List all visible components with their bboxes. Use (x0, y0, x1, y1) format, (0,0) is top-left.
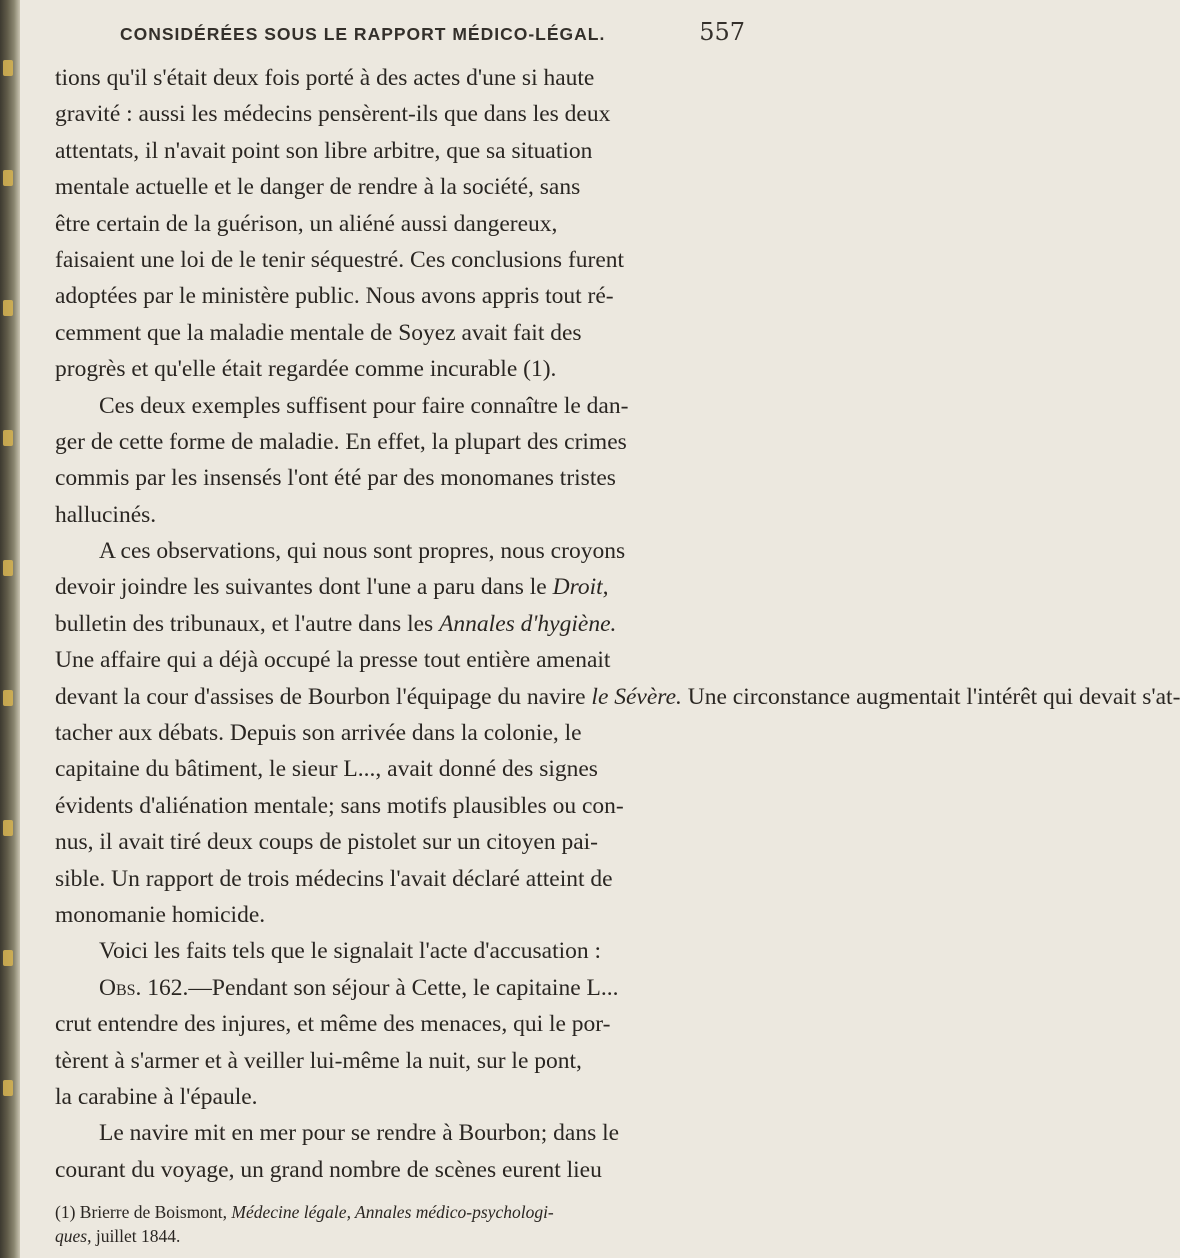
text-line: gravité : aussi les médecins pensèrent-ils que dans les deux (55, 101, 611, 128)
footnote-italic: Médecine légale, Annales médico-psychologi- (231, 1202, 554, 1223)
text-line: attentats, il n'avait point son libre arbitre, que sa situation (55, 137, 593, 164)
italic-title-droit: Droit, (552, 574, 609, 601)
spine-mark (3, 820, 13, 836)
text-line: tions qu'il s'était deux fois porté à des actes d'une si haute (55, 65, 595, 91)
text-line: capitaine du bâtiment, le sieur L..., avait donné des signes (55, 756, 598, 783)
text-segment: Une circonstance augmentait l'intérêt qui devait s'at- (681, 683, 1180, 710)
text-line: Le navire mit en mer pour se rendre à Bourbon; dans le (99, 1120, 620, 1147)
spine-mark (3, 950, 13, 966)
spine-mark (3, 300, 13, 316)
text-line: faisaient une loi de le tenir séquestré. Ces conclusions furent (55, 246, 625, 273)
text-segment: devant la cour d'assises de Bourbon l'équipage du navire (55, 683, 592, 710)
text-line (55, 606, 745, 642)
spine-mark (3, 430, 13, 446)
text-line: la carabine à l'épaule. (55, 1083, 258, 1110)
italic-title-annales: Annales d'hygiène. (439, 610, 617, 637)
text-line: Voici les faits tels que le signalait l'acte d'accusation : (99, 938, 602, 965)
footnote-line (55, 1200, 745, 1224)
text-line: être certain de la guérison, un aliéné aussi dangereux, (55, 210, 558, 237)
running-title: CONSIDÉRÉES SOUS LE RAPPORT MÉDICO-LÉGAL. (120, 24, 606, 44)
spine-mark (3, 60, 13, 76)
text-line (55, 970, 745, 1006)
text-line (55, 569, 745, 605)
text-segment: devoir joindre les suivantes dont l'une a paru dans le (55, 574, 553, 601)
text-line: monomanie homicide. (55, 901, 266, 928)
observation-label: Obs. (99, 974, 142, 1001)
italic-ship-name: le Sévère. (591, 683, 682, 710)
book-page (55, 18, 1180, 1248)
footnote-text: , juillet 1844. (87, 1226, 181, 1247)
text-line: A ces observations, qui nous sont propres, nous croyons (99, 538, 626, 565)
text-line: hallucinés. (55, 501, 157, 528)
text-line: ger de cette forme de maladie. En effet, la plupart des crimes (55, 428, 627, 455)
text-line: progrès et qu'elle était regardée comme incurable (1). (55, 356, 557, 383)
text-line: adoptées par le ministère public. Nous avons appris tout ré- (55, 283, 614, 310)
running-header (55, 18, 745, 52)
text-line: commis par les insensés l'ont été par des monomanes tristes (55, 465, 616, 492)
footnote-italic: ques (55, 1226, 88, 1247)
text-line: sible. Un rapport de trois médecins l'avait déclaré atteint de (55, 865, 613, 892)
text-line: évidents d'aliénation mentale; sans motifs plausibles ou con- (55, 792, 624, 819)
text-line: tèrent à s'armer et à veiller lui-même la nuit, sur le pont, (55, 1047, 582, 1074)
spine-mark (3, 170, 13, 186)
text-line: crut entendre des injures, et même des menaces, qui le por- (55, 1011, 611, 1038)
text-line: tacher aux débats. Depuis son arrivée dans la colonie, le (55, 720, 582, 747)
book-spine (0, 0, 20, 1258)
text-segment: bulletin des tribunaux, et l'autre dans les (55, 610, 440, 637)
page-number: 557 (699, 18, 745, 46)
spine-mark (3, 1080, 13, 1096)
footnote-line (55, 1224, 745, 1248)
text-line: Une affaire qui a déjà occupé la presse tout entière amenait (55, 647, 611, 674)
text-segment: 162.—Pendant son séjour à Cette, le capitaine L... (141, 974, 619, 1001)
spine-mark (3, 560, 13, 576)
spine-mark (3, 690, 13, 706)
text-line: nus, il avait tiré deux coups de pistolet sur un citoyen pai- (55, 829, 598, 856)
text-line: Ces deux exemples suffisent pour faire connaître le dan- (99, 392, 629, 419)
text-line: courant du voyage, un grand nombre de scènes eurent lieu (55, 1156, 602, 1183)
body-text (55, 60, 1180, 1188)
footnote-text: (1) Brierre de Boismont, (55, 1202, 232, 1223)
text-line (55, 679, 1180, 715)
text-line: mentale actuelle et le danger de rendre à la société, sans (55, 174, 581, 201)
text-line: cemment que la maladie mentale de Soyez avait fait des (55, 319, 582, 346)
footnote (55, 1200, 745, 1248)
